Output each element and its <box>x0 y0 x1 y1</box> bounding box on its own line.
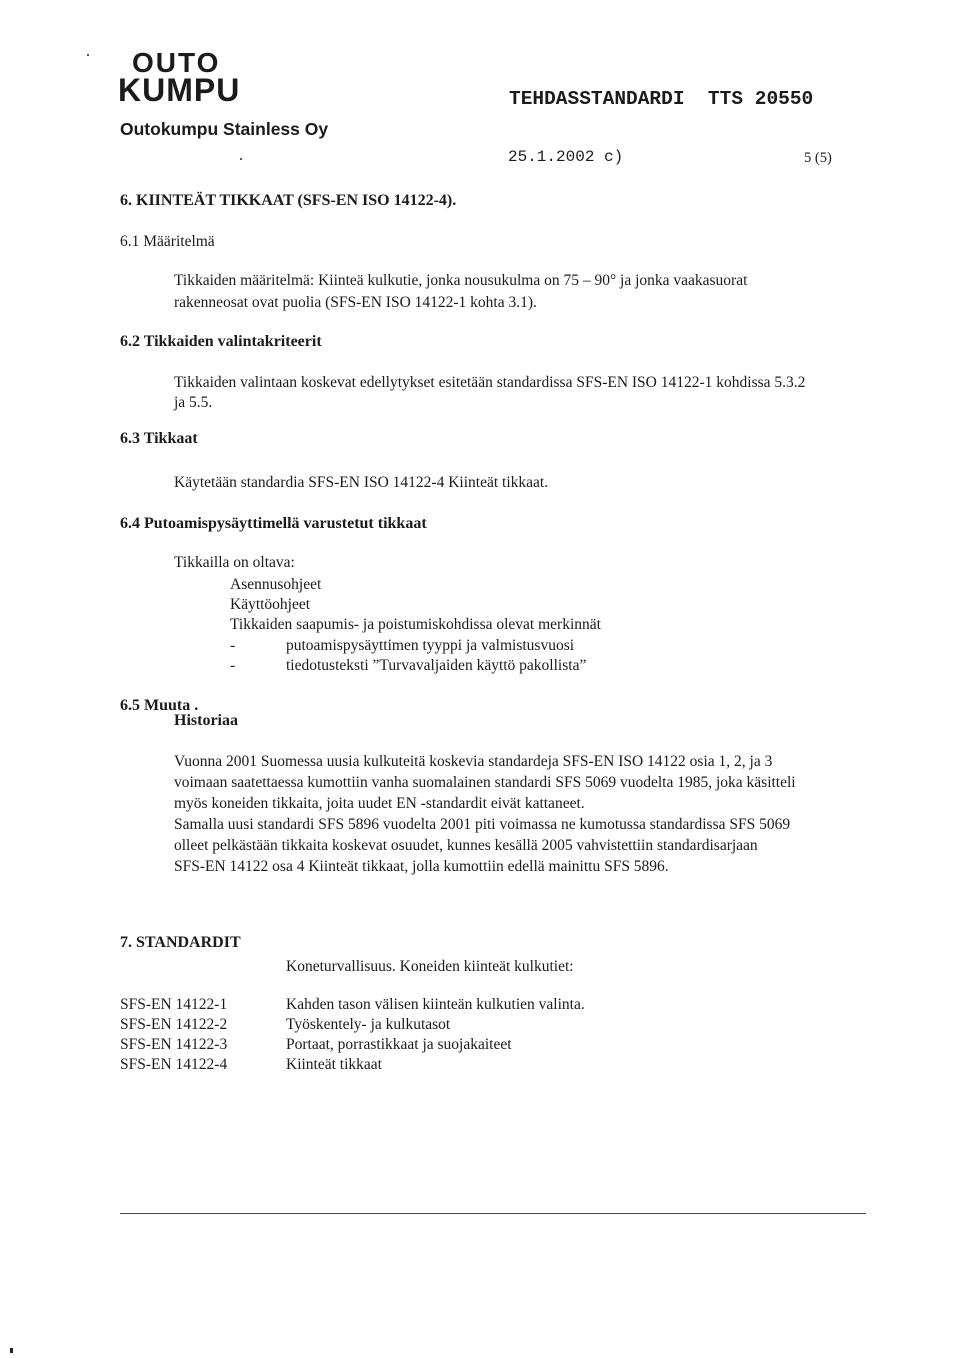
standard-code: SFS-EN 14122-3 <box>120 1036 228 1053</box>
paragraph-line: SFS-EN 14122 osa 4 Kiinteät tikkaat, jolla kumottiin edellä mainittu SFS 5896. <box>174 858 669 875</box>
standard-code: SFS-EN 14122-4 <box>120 1056 228 1073</box>
standard-code: SFS-EN 14122-2 <box>120 1016 228 1033</box>
standard-title: Portaat, porrastikkaat ja suojakaiteet <box>286 1036 512 1053</box>
section-6-5-subheading: Historiaa <box>174 712 238 729</box>
scan-speck <box>240 158 242 160</box>
dash-bullet: - <box>230 637 236 654</box>
section-6-4-heading: 6.4 Putoamispysäyttimellä varustetut tikkaat <box>120 515 427 532</box>
document-date: 25.1.2002 c) <box>508 148 624 166</box>
sub-list-item: tiedotusteksti ”Turvavaljaiden käyttö pakollista” <box>286 657 587 674</box>
paragraph-line: Samalla uusi standardi SFS 5896 vuodelta 2001 piti voimassa ne kumotussa standardissa SFS 5069 <box>174 816 791 833</box>
section-6-1-line-2: rakenneosat ovat puolia (SFS-EN ISO 14122-1 kohta 3.1). <box>174 294 537 311</box>
section-6-2-line-1: Tikkaiden valintaan koskevat edellytykset esitetään standardissa SFS-EN ISO 14122-1 kohdissa 5.3.2 <box>174 374 806 391</box>
section-6-3-text: Käytetään standardia SFS-EN ISO 14122-4 Kiinteät tikkaat. <box>174 474 549 491</box>
section-6-5-heading: 6.5 Muuta . <box>120 697 199 714</box>
logo-line-1: OUTO <box>132 47 221 78</box>
paragraph-line: voimaan saatettaessa kumottiin vanha suomalainen standardi SFS 5069 vuodelta 1985, joka käsitteli <box>174 774 796 791</box>
paragraph-line: olleet pelkästään tikkaita koskevat osuudet, kunnes kesällä 2005 vahvistettiin standardisarjaan <box>174 837 758 854</box>
section-7-heading: 7. STANDARDIT <box>120 934 241 951</box>
logo-line-2: KUMPU <box>118 71 241 108</box>
standard-title: Työskentely- ja kulkutasot <box>286 1016 451 1033</box>
list-item: Tikkaiden saapumis- ja poistumiskohdissa olevat merkinnät <box>230 616 601 633</box>
dash-bullet: - <box>230 657 236 674</box>
page-number: 5 (5) <box>804 150 832 166</box>
company-name: Outokumpu Stainless Oy <box>120 119 329 139</box>
document-title: TEHDASSTANDARDI TTS 20550 <box>509 88 814 110</box>
section-6-2-line-2: ja 5.5. <box>174 394 213 411</box>
standard-code: SFS-EN 14122-1 <box>120 996 228 1013</box>
scan-speck <box>10 1348 13 1353</box>
company-logo <box>118 47 241 108</box>
section-6-3-heading: 6.3 Tikkaat <box>120 430 198 447</box>
list-item: Käyttöohjeet <box>230 596 311 613</box>
section-7-intro: Koneturvallisuus. Koneiden kiinteät kulkutiet: <box>286 958 574 975</box>
sub-list-item: putoamispysäyttimen tyyppi ja valmistusvuosi <box>286 637 575 654</box>
standard-title: Kiinteät tikkaat <box>286 1056 382 1073</box>
section-6-heading: 6. KIINTEÄT TIKKAAT (SFS-EN ISO 14122-4). <box>120 192 457 209</box>
footer-rule <box>120 1213 866 1214</box>
standard-title: Kahden tason välisen kiinteän kulkutien valinta. <box>286 996 585 1013</box>
paragraph-line: myös koneiden tikkaita, joita uudet EN -standardit eivät kattaneet. <box>174 795 585 812</box>
section-6-2-heading: 6.2 Tikkaiden valintakriteerit <box>120 333 322 350</box>
section-6-1-heading: 6.1 Määritelmä <box>120 233 215 250</box>
section-6-4-intro: Tikkailla on oltava: <box>174 554 295 571</box>
paragraph-line: Vuonna 2001 Suomessa uusia kulkuteitä koskevia standardeja SFS-EN ISO 14122 osia 1, 2, ja 3 <box>174 753 773 770</box>
list-item: Asennusohjeet <box>230 576 322 593</box>
section-6-1-line-1: Tikkaiden määritelmä: Kiinteä kulkutie, jonka nousukulma on 75 – 90° ja jonka vaakasuorat <box>174 272 748 289</box>
scan-speck <box>87 54 89 56</box>
